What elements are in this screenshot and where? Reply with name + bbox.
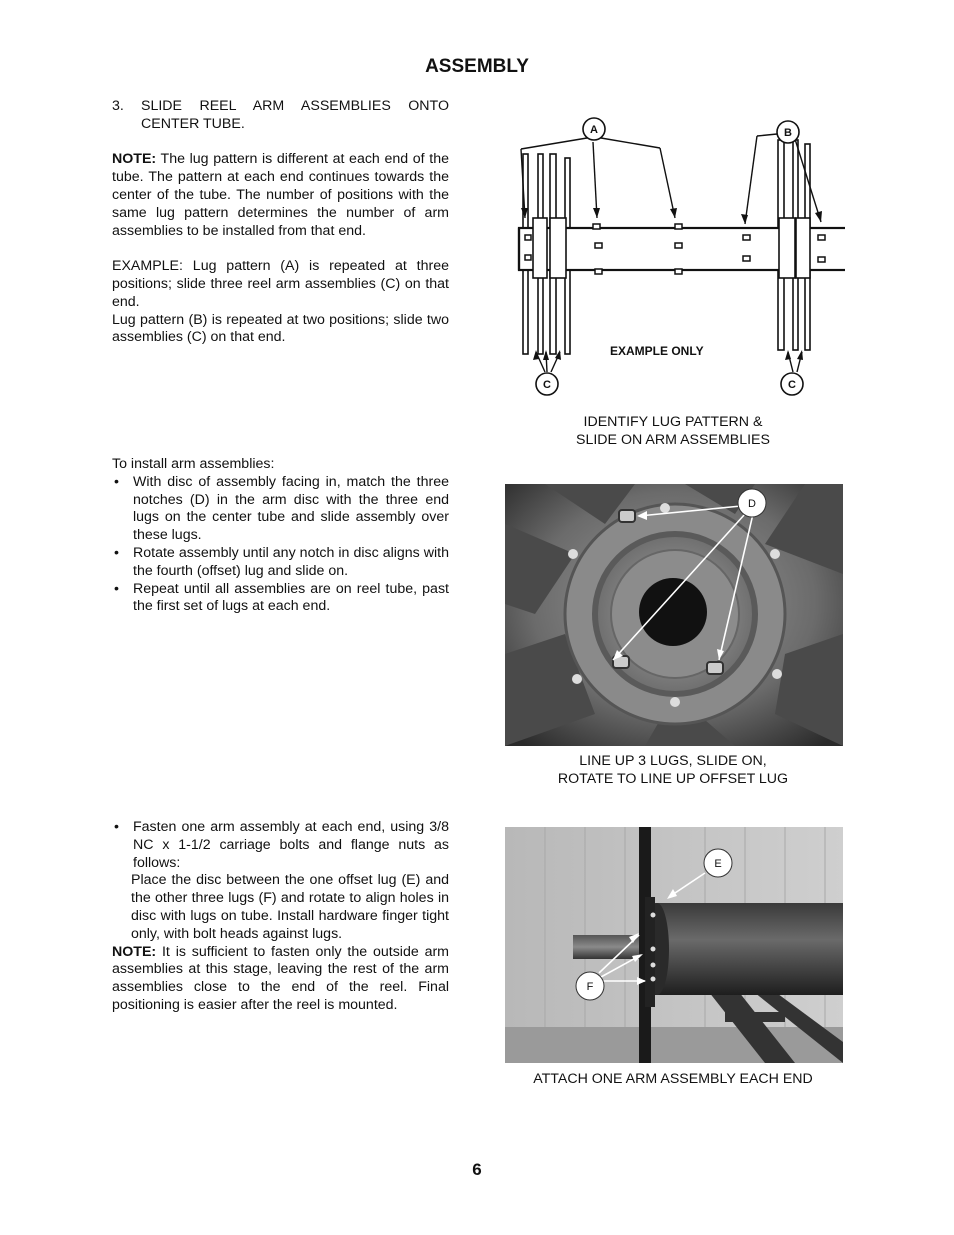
- arm-disc-photo: [505, 484, 843, 746]
- fasten-bullet: • Fasten one arm assembly at each end, using 3/8 NC x 1-1/2 carriage bolts and flange nuts as follows:: [112, 819, 449, 872]
- example-line2: Lug pattern (B) is repeated at two positions; slide two assemblies (C) on that end.: [112, 311, 449, 346]
- callout-b: B: [784, 127, 792, 139]
- figure2-caption-line1: LINE UP 3 LUGS, SLIDE ON,: [579, 753, 767, 769]
- figure3-caption-line: ATTACH ONE ARM ASSEMBLY EACH END: [533, 1071, 813, 1087]
- fasten-note-label: NOTE:: [112, 943, 157, 960]
- page-title: ASSEMBLY: [425, 56, 529, 77]
- note1-paragraph: [112, 151, 449, 240]
- callout-a: A: [590, 124, 598, 136]
- figure1-caption: [505, 413, 841, 449]
- fasten-arm-photo-drawing: [505, 827, 843, 1063]
- step3-number: 3.: [112, 98, 124, 114]
- callout-f: F: [586, 981, 594, 993]
- note1-text: The lug pattern is different at each end of the tube. The pattern at each end continues towards the center of the tube. The number of positions with the same lug pattern determines the number of arm assemblies to be installed from that end.: [112, 151, 449, 239]
- install-intro: To install arm assemblies:: [112, 456, 275, 472]
- fasten-arm-photo: [505, 827, 843, 1063]
- install-block: [112, 456, 449, 616]
- figure3-caption: [505, 1070, 841, 1088]
- example-line1: EXAMPLE: Lug pattern (A) is repeated at three positions; slide three reel arm assemblies (C) on that end.: [112, 258, 449, 310]
- arm-disc-photo-drawing: [505, 484, 843, 746]
- lug-pattern-diagram: [505, 112, 845, 404]
- fasten-note: [112, 944, 449, 1015]
- page-number: 6: [472, 1160, 482, 1179]
- callout-e: E: [714, 858, 722, 870]
- install-bullet-1: • With disc of assembly facing in, match the three notches (D) in the arm disc with the three end lugs on the center tube and slide assembly over these lugs.: [112, 474, 449, 545]
- lug-pattern-drawing: [505, 112, 845, 404]
- install-bullet-2: • Rotate assembly until any notch in disc aligns with the fourth (offset) lug and slide on.: [112, 545, 449, 581]
- fasten-detail: Place the disc between the one offset lug (E) and the other three lugs (F) and rotate to align holes in disc with lugs on tube. Install hardware finger tight only, with bolt heads against lugs.: [131, 872, 449, 942]
- note1-label: NOTE:: [112, 151, 157, 168]
- callout-c-left: C: [543, 379, 551, 391]
- fasten-note-text: It is sufficient to fasten only the outside arm assemblies at this stage, leaving the rest of the arm assemblies close to the end of the reel. Final positioning is easier after the reel is mounted.: [112, 943, 449, 1013]
- figure2-caption-line2: ROTATE TO LINE UP OFFSET LUG: [557, 771, 789, 787]
- callout-c-right: C: [788, 379, 796, 391]
- install-bullets: [112, 474, 449, 616]
- fasten-block: [112, 819, 449, 1015]
- step3-block: [112, 98, 449, 347]
- example-only-label: EXAMPLE ONLY: [610, 344, 704, 358]
- figure1-caption-line2: SLIDE ON ARM ASSEMBLIES: [576, 432, 770, 448]
- install-bullet-3: • Repeat until all assemblies are on reel tube, past the first set of lugs at each end.: [112, 581, 449, 617]
- figure2-caption: [505, 752, 841, 788]
- fasten-bullets: [112, 819, 449, 872]
- figure1-caption-line1: IDENTIFY LUG PATTERN &: [583, 414, 763, 430]
- callout-d: D: [748, 498, 756, 510]
- step3-text: SLIDE REEL ARM ASSEMBLIES ONTO CENTER TUBE.: [141, 98, 449, 132]
- step3-item: [112, 98, 449, 134]
